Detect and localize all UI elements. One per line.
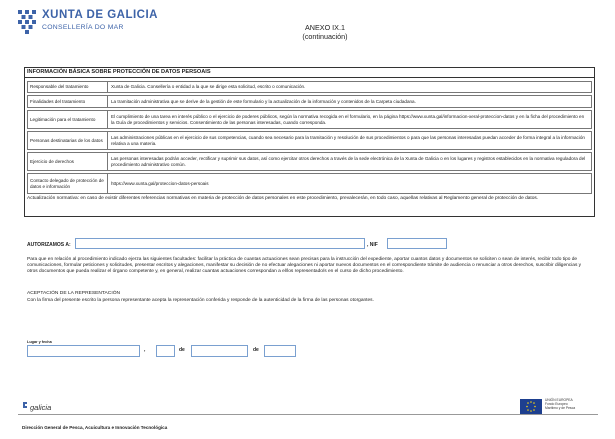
logo-subtitle: CONSELLERÍA DO MAR (42, 24, 124, 31)
eu-stars-icon (520, 399, 542, 414)
galicia-logo-icon (22, 401, 28, 409)
dp-row-value: Xunta de Galicia. Consellería o entidad a la que se dirige esta solicitud, escrito o comunicación. (111, 84, 306, 90)
footer-divider (18, 414, 598, 415)
dp-row-value: https://www.xunta.gal/proteccion-datos-persoais (111, 180, 209, 186)
dp-row-value: Las personas interesadas podrán acceder, rectificar y suprimir sus datos, así como ejercitar otros derechos a través de la sede electrónica de la Xunta de Galicia o en los lugares y registros establecidos en la normativa reguladora del procedimiento administrativo común. (111, 155, 586, 167)
annex-subtitle: (continuación) (302, 32, 348, 41)
dp-normative-note: Actualización normativa: en caso de existir diferentes referencias normativas en materia de protección de datos personales en este procedimiento, prevalecerán, en todo caso, aquellas relativas al Reglamento general de protección de datos. (27, 196, 539, 201)
dp-row-label: Responsable del tratamiento (28, 82, 108, 92)
dp-row-contacto (27, 173, 592, 194)
eu-text-line: UNIÓN EUROPEA (545, 398, 573, 402)
dp-row-destinatarias (27, 131, 592, 150)
nif-field[interactable] (387, 238, 447, 249)
representation-title: ACEPTACIÓN DE LA REPRESENTACIÓN (27, 291, 121, 296)
eu-flag-icon (520, 399, 542, 414)
month-field[interactable] (191, 345, 248, 357)
dp-row-value: La tramitación administrativa que se derive de la gestión de este formulario y la actualización de la información y contenidos de la Carpeta ciudadana. (111, 98, 416, 104)
dp-row-finalidades (27, 95, 592, 108)
xunta-shield-logo (18, 10, 36, 38)
authorized-name-field[interactable] (75, 238, 365, 249)
place-date-label: Lugar y fecha (27, 340, 52, 344)
place-field[interactable] (27, 345, 140, 357)
galicia-logo-text: galicia (30, 403, 52, 412)
day-field[interactable] (156, 345, 175, 357)
logo-title: XUNTA DE GALICIA (42, 9, 158, 21)
dp-row-label: Personas destinatarias de los datos (28, 132, 108, 149)
eu-text-line: Marítimo y de Pesca (545, 405, 576, 410)
dp-row-label: Contacto delegado de protección de datos e información (28, 174, 108, 193)
eu-text-line: Fondo Europeo (545, 401, 568, 406)
dp-row-legitimacion (27, 110, 592, 129)
dp-row-label: Finalidades del tratamiento (28, 96, 108, 107)
data-protection-title: INFORMACIÓN BÁSICA SOBRE PROTECCIÓN DE DATOS PERSOAIS (24, 67, 595, 78)
annex-title: ANEXO IX.1 (305, 23, 345, 32)
eu-fund-text (545, 399, 575, 411)
year-field[interactable] (264, 345, 296, 357)
dp-row-label: Ejercicio de derechos (28, 153, 108, 170)
footer-department: Dirección General de Pesca, Acuicultura e Innovación Tecnológica (22, 425, 168, 430)
dp-row-derechos (27, 152, 592, 171)
de-separator-1: de (179, 347, 185, 353)
authorize-label: AUTORIZAMOS A: (27, 242, 71, 248)
representation-text: Con la firma del presente escrito la persona representante acepta la representación conferida y responde de la autenticidad de la firma de las personas otorgantes. (27, 298, 374, 303)
dp-row-value: Las administraciones públicas en el ejercicio de sus competencias, cuando sea necesario para la tramitación y resolución de sus procedimientos o para que las personas interesadas puedan acceder de forma integral a la información relativa a una materia. (111, 134, 585, 146)
comma-separator: , (144, 347, 146, 353)
annex-heading (250, 23, 400, 41)
authorization-text: Para que en relación al procedimiento indicado ejerza las siguientes facultades: facilitar la práctica de cuantas actuaciones sean precisas para la instrucción del expediente, aportar cuantos datos y documentos se soliciten o sean de interés, recibir todo tipo de comunicaciones, formular peticiones y solicitudes, presentar escritos y alegaciones, manifestar su decisión de no efectuar alegaciones ni aportar nuevos documentos en el correspondiente trámite de audiencia o renunciar a otros derechos, suscribir diligencias y otros documentos que pueda realizar el órgano competente y, en general, realizar cuantas actuaciones correspondan a el/los representado/s en el curso de dicho procedimiento. (27, 257, 582, 275)
dp-row-value: El cumplimiento de una tarea en interés público o el ejercicio de poderes públicos, según la normativa recogida en el formulario, en la página https://www.xunta.gal/informacion-xeral-proteccion-datos y en la ficha del procedimiento en la Guía de procedimientos y servicios. Consentimiento de las personas interesadas, cuando corresponda. (111, 113, 585, 125)
dp-row-label: Legitimación para el tratamiento (28, 111, 108, 128)
de-separator-2: de (253, 347, 259, 353)
dp-row-responsable (27, 81, 592, 93)
nif-label: , NIF (367, 242, 378, 248)
